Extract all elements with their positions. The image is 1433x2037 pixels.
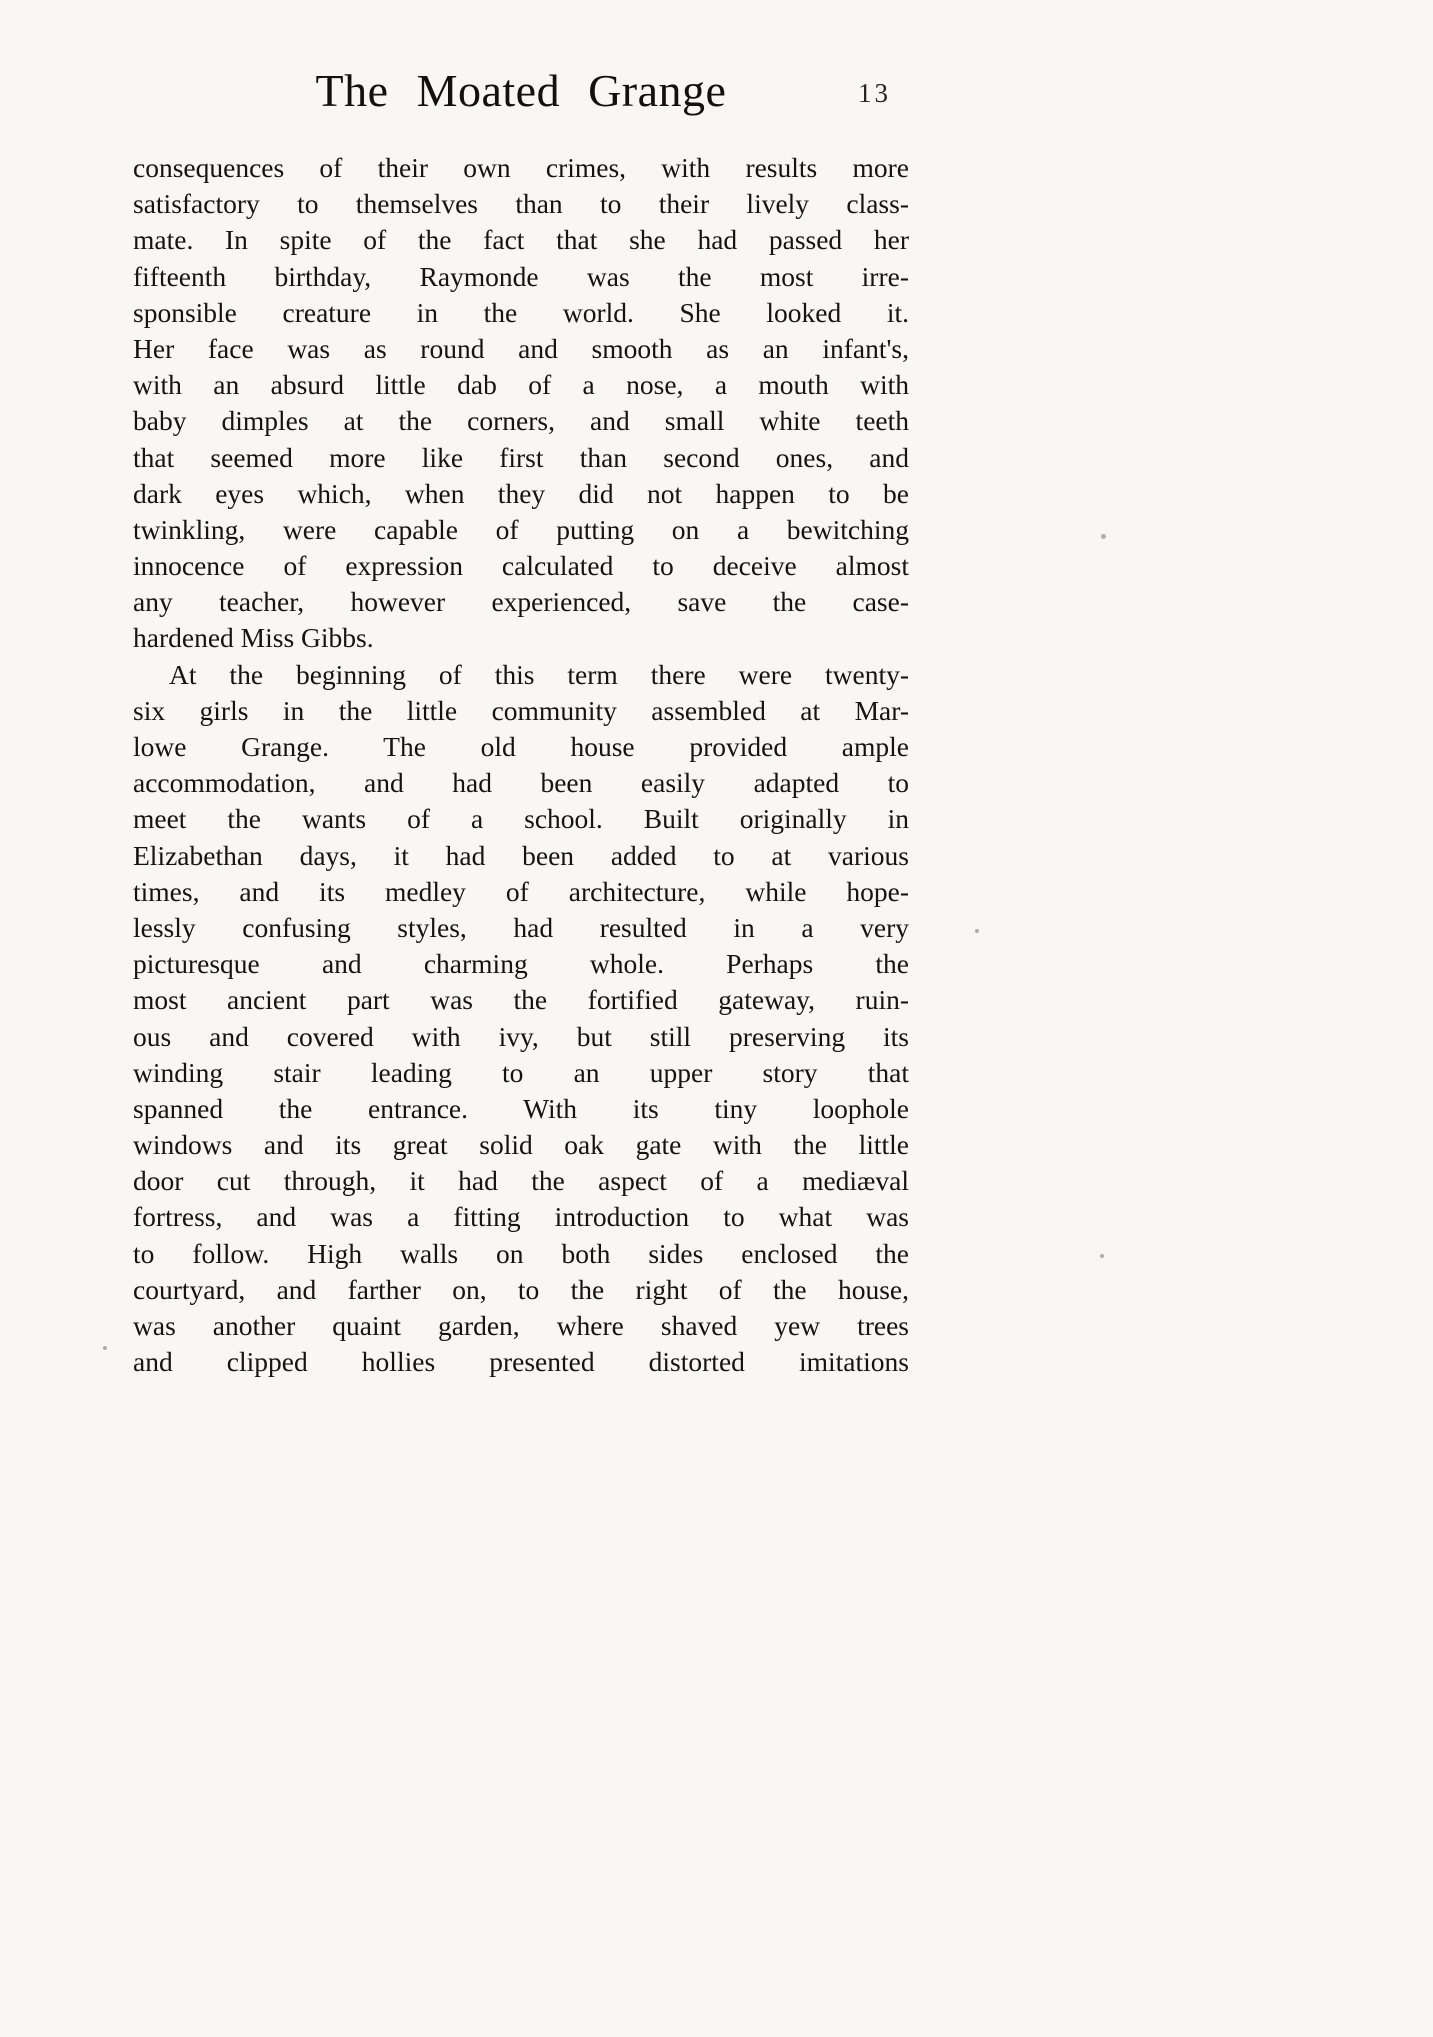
page-body: [133, 150, 909, 1380]
text-line: fortress, and was a fitting introduction to what was: [133, 1201, 909, 1233]
page-number: 13: [858, 78, 891, 108]
text-line: accommodation, and had been easily adapted to: [133, 767, 909, 799]
text-line: winding stair leading to an upper story that: [133, 1056, 909, 1088]
text-line: meet the wants of a school. Built originally in: [133, 803, 909, 835]
text-line: courtyard, and farther on, to the right of the house,: [133, 1273, 909, 1305]
text-line: that seemed more like first than second ones, and: [133, 441, 909, 473]
paragraph: [133, 150, 909, 657]
paragraph: [133, 657, 909, 1381]
text-line: mate. In spite of the fact that she had passed her: [133, 224, 909, 256]
text-line: spanned the entrance. With its tiny loophole: [133, 1092, 909, 1124]
scan-speck: [103, 1346, 107, 1350]
text-line: Elizabethan days, it had been added to at various: [133, 839, 909, 871]
text-line: ous and covered with ivy, but still preserving its: [133, 1020, 909, 1052]
scan-speck: [1101, 534, 1106, 539]
text-line: Her face was as round and smooth as an infant's,: [133, 332, 909, 364]
text-line: was another quaint garden, where shaved yew trees: [133, 1310, 909, 1341]
text-line: lessly confusing styles, had resulted in a very: [133, 911, 909, 943]
text-line: and clipped hollies presented distorted imitations: [133, 1346, 909, 1378]
text-line: picturesque and charming whole. Perhaps the: [133, 948, 909, 980]
text-line: dark eyes which, when they did not happen to be: [133, 477, 909, 509]
text-line: windows and its great solid oak gate with the little: [133, 1129, 909, 1161]
page-header: [133, 58, 909, 124]
text-line: satisfactory to themselves than to their lively class-: [133, 188, 909, 220]
text-line: most ancient part was the fortified gateway, ruin-: [133, 984, 909, 1016]
text-line: twinkling, were capable of putting on a bewitching: [133, 513, 909, 545]
page-title: The Moated Grange: [315, 65, 727, 116]
text-line: At the beginning of this term there were twenty-: [169, 658, 909, 690]
text-line: with an absurd little dab of a nose, a mouth with: [133, 369, 909, 401]
scan-speck: [1100, 1254, 1104, 1258]
text-line: times, and its medley of architecture, while hope-: [133, 875, 909, 907]
text-block: [133, 58, 909, 1380]
text-line: innocence of expression calculated to deceive almost: [133, 550, 909, 582]
text-line: sponsible creature in the world. She looked it.: [133, 296, 909, 328]
text-line: lowe Grange. The old house provided ample: [133, 731, 909, 762]
text-line: six girls in the little community assembled at Mar-: [133, 694, 909, 726]
text-line: fifteenth birthday, Raymonde was the most irre-: [133, 260, 909, 292]
text-line: any teacher, however experienced, save the case-: [133, 586, 909, 618]
text-line: hardened Miss Gibbs.: [133, 622, 374, 654]
text-line: to follow. High walls on both sides enclosed the: [133, 1237, 909, 1269]
text-line: consequences of their own crimes, with results more: [133, 152, 909, 183]
scan-speck: [975, 929, 979, 933]
text-line: door cut through, it had the aspect of a mediæval: [133, 1165, 909, 1197]
text-line: baby dimples at the corners, and small white teeth: [133, 405, 909, 437]
